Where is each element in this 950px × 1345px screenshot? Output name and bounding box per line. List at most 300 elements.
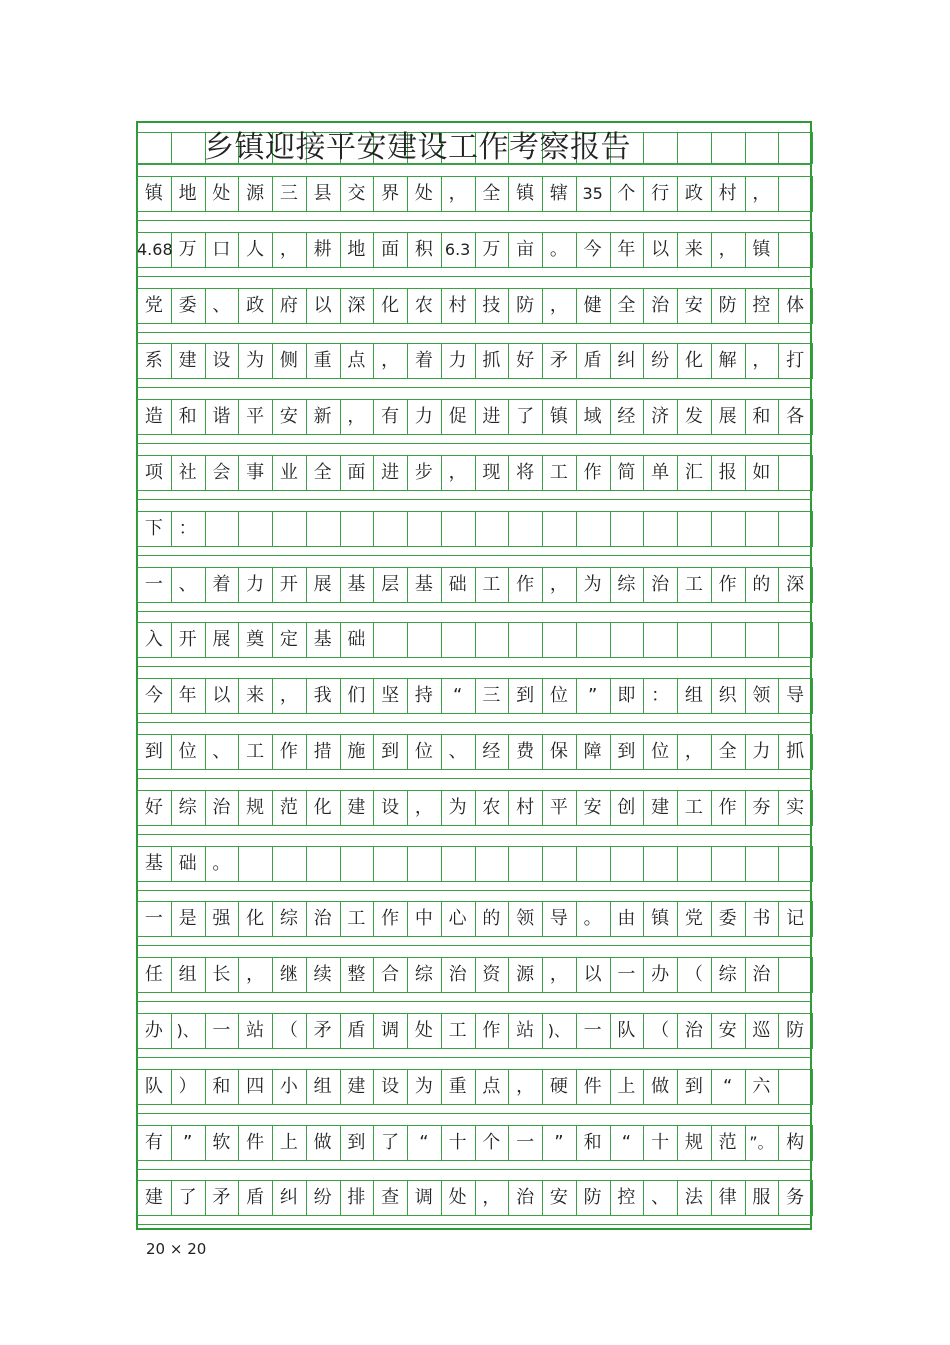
grid-char: 单 [651,462,670,483]
grid-char: 来 [684,238,703,260]
grid-char: 础 [347,629,366,651]
grid-char: 平 [246,406,265,428]
grid-char: 建 [651,796,670,818]
grid-cell [373,846,408,882]
grid-rule [137,1001,812,1002]
grid-char: 社 [178,462,197,483]
grid-char: 地 [178,183,197,204]
grid-char: 构 [786,1131,805,1153]
grid-char: 我 [313,685,332,707]
grid-char: 工 [684,573,703,595]
grid-size-label: 20 × 20 [146,1240,207,1258]
grid-char: 力 [414,406,433,428]
grid-char: 4.68 [137,239,173,259]
grid-char: 矛 [549,350,568,372]
grid-cell [171,132,206,164]
grid-char: ” [587,685,598,707]
grid-char: 会 [212,462,231,483]
grid-cell [711,622,746,658]
grid-cell [576,511,611,547]
grid-cell [610,846,645,882]
page-title: 乡镇迎接平安建设工作考察报告 [204,130,631,165]
grid-cell [475,511,510,547]
grid-char: 开 [279,573,298,595]
grid-char: 新 [313,406,332,428]
grid-cell [441,511,476,547]
grid-cell [576,622,611,658]
grid-char: 障 [583,741,602,762]
grid-char: 盾 [583,350,602,372]
grid-char: 点 [347,350,366,372]
grid-char: 力 [752,741,771,762]
grid-char: 综 [617,573,636,595]
grid-char: 县 [313,183,332,204]
grid-char: 资 [482,964,501,986]
grid-char: ， [718,238,737,260]
grid-char: 源 [246,183,265,204]
grid-char: 到 [381,741,400,762]
grid-char: 治 [313,908,332,930]
grid-char: 开 [178,629,197,651]
grid-char: 位 [651,741,670,762]
grid-char: 点 [482,1075,501,1097]
grid-char: 展 [313,573,332,595]
grid-cell [778,846,813,882]
grid-char: 织 [718,685,737,707]
grid-char: 各 [786,406,805,428]
grid-char: ： [178,517,197,539]
grid-char: 村 [448,294,467,316]
grid-cell [407,511,442,547]
grid-char: 造 [144,406,163,428]
grid-char: 一 [583,1020,602,1041]
grid-char: 中 [414,908,433,930]
grid-char: 万 [482,238,501,260]
grid-char: 重 [313,350,332,372]
grid-char: 了 [381,1131,400,1153]
grid-char: “ [722,1075,733,1097]
grid-char: 府 [279,294,298,316]
grid-char: 小 [279,1075,298,1097]
grid-char: 基 [347,573,366,595]
grid-cell [272,511,307,547]
grid-char: 有 [381,406,400,428]
grid-char: 农 [414,294,433,316]
grid-char: 平 [549,796,568,818]
grid-char: 交 [347,183,366,204]
grid-char: 基 [313,629,332,651]
grid-char: 体 [786,294,805,316]
grid-char: 侧 [279,350,298,372]
grid-char: 六 [752,1075,771,1097]
grid-cell [542,622,577,658]
grid-char: 规 [246,796,265,818]
grid-char: “ [452,685,463,707]
grid-char: 打 [786,350,805,372]
grid-char: 范 [718,1131,737,1153]
grid-char: 健 [583,294,602,316]
grid-char: 任 [144,964,163,986]
grid-char: 作 [482,1020,501,1041]
grid-char: 纠 [617,350,636,372]
grid-char: 步 [414,462,433,483]
grid-char: ， [448,462,467,483]
grid-char: 镇 [651,908,670,930]
grid-char: 定 [279,629,298,651]
grid-char: 、 [178,573,197,595]
grid-char: 十 [651,1131,670,1153]
grid-cell [407,846,442,882]
grid-char: 防 [786,1020,805,1041]
grid-char: 以 [313,294,332,316]
grid-char: 处 [414,1020,433,1041]
grid-cell [576,846,611,882]
grid-char: 措 [313,741,332,762]
grid-char: （ [651,1020,670,1041]
grid-char: 地 [347,238,366,260]
grid-char: ， [448,183,467,204]
grid-char: 安 [279,406,298,428]
grid-char: 化 [313,796,332,818]
grid-char: 35 [582,184,603,203]
grid-char: 全 [617,294,636,316]
grid-char: 年 [178,685,197,707]
grid-char: 为 [448,796,467,818]
grid-cell [778,132,813,164]
grid-char: ， [381,350,400,372]
grid-char: 业 [279,462,298,483]
grid-char: 了 [178,1187,197,1209]
grid-cell [340,511,375,547]
grid-char: 办 [144,1020,163,1041]
grid-char: 法 [684,1187,703,1209]
grid-char: ， [516,1075,535,1097]
grid-char: 的 [482,908,501,930]
grid-char: 经 [617,406,636,428]
grid-char: 工 [448,1020,467,1041]
grid-char: 将 [516,462,535,483]
grid-char: 三 [279,183,298,204]
grid-char: 处 [414,183,433,204]
grid-char: 一 [144,573,163,595]
grid-char: 有 [144,1131,163,1153]
grid-char: 如 [752,462,771,483]
grid-char: 镇 [752,238,771,260]
grid-rule [137,778,812,779]
grid-char: 安 [549,1187,568,1209]
grid-char: 防 [583,1187,602,1209]
grid-char: 软 [212,1131,231,1153]
grid-char: 全 [718,741,737,762]
grid-cell [610,511,645,547]
grid-char: ， [752,183,771,204]
grid-char: 口 [212,238,231,260]
grid-char: 力 [448,350,467,372]
grid-char: 矛 [212,1187,231,1209]
grid-char: 导 [786,685,805,707]
grid-char: 治 [651,573,670,595]
grid-char: 治 [212,796,231,818]
grid-rule [137,1057,812,1058]
grid-rule [137,890,812,891]
grid-char: 控 [752,294,771,316]
grid-char: 纷 [313,1187,332,1209]
grid-rule [137,722,812,723]
grid-char: 以 [651,238,670,260]
grid-cell [643,511,678,547]
grid-char: 做 [313,1131,332,1153]
grid-char: 入 [144,629,163,651]
grid-char: 抓 [482,350,501,372]
grid-rule [137,666,812,667]
grid-cell [306,511,341,547]
grid-cell [238,846,273,882]
grid-char: 队 [617,1020,636,1041]
grid-char: 全 [313,462,332,483]
grid-char: 综 [178,796,197,818]
grid-char: 到 [347,1131,366,1153]
grid-char: 规 [684,1131,703,1153]
grid-char: 到 [516,685,535,707]
grid-char: 位 [549,685,568,707]
grid-char: 处 [448,1187,467,1209]
grid-char: 行 [651,183,670,204]
grid-char: 治 [684,1020,703,1041]
grid-char: 件 [583,1075,602,1097]
grid-char: 亩 [516,238,535,260]
grid-cell [441,622,476,658]
grid-char: 好 [144,796,163,818]
grid-char: 面 [347,462,366,483]
grid-char: 由 [617,908,636,930]
grid-char: 为 [583,573,602,595]
grid-char: 办 [651,964,670,986]
grid-char: 委 [178,294,197,316]
grid-char: 整 [347,964,366,986]
grid-char: 是 [178,908,197,930]
grid-char: 工 [347,908,366,930]
grid-rule [137,834,812,835]
grid-char: 盾 [347,1020,366,1041]
grid-cell [778,176,813,212]
grid-char: 纠 [279,1187,298,1209]
grid-char: 深 [786,573,805,595]
grid-char: 工 [684,796,703,818]
grid-char: （ [684,964,703,986]
grid-char: 进 [381,462,400,483]
grid-char: 范 [279,796,298,818]
grid-char: 工 [246,741,265,762]
grid-char: 镇 [144,183,163,204]
grid-char: 好 [516,350,535,372]
grid-cell [475,846,510,882]
grid-cell [745,846,780,882]
grid-char: 以 [212,685,231,707]
grid-char: 件 [246,1131,265,1153]
grid-char: 控 [617,1187,636,1209]
grid-char: 源 [516,964,535,986]
grid-char: 夯 [752,796,771,818]
grid-char: 位 [414,741,433,762]
grid-char: ， [279,685,298,707]
grid-char: 镇 [516,183,535,204]
grid-char: ， [347,406,366,428]
grid-char: 工 [549,462,568,483]
grid-rule [137,1113,812,1114]
grid-rule [137,220,812,221]
grid-char: 安 [718,1020,737,1041]
grid-char: 村 [516,796,535,818]
grid-char: ， [752,350,771,372]
grid-cell [643,622,678,658]
grid-char: 域 [583,406,602,428]
grid-char: 纷 [651,350,670,372]
grid-char: 一 [144,908,163,930]
grid-char: 一 [212,1020,231,1041]
grid-char: （ [279,1020,298,1041]
grid-char: 调 [381,1020,400,1041]
grid-char: 到 [684,1075,703,1097]
grid-char: 经 [482,741,501,762]
grid-char: )、 [176,1021,199,1040]
grid-char: 持 [414,685,433,707]
grid-char: 下 [144,517,163,539]
grid-char: 作 [583,462,602,483]
grid-char: 村 [718,183,737,204]
grid-cell [643,132,678,164]
grid-char: 防 [516,294,535,316]
grid-cell [137,132,172,164]
grid-char: 巡 [752,1020,771,1041]
grid-rule [137,1169,812,1170]
grid-char: 项 [144,462,163,483]
grid-char: ， [549,573,568,595]
grid-char: 谐 [212,406,231,428]
grid-rule [137,611,812,612]
grid-char: 的 [752,573,771,595]
grid-char: 建 [347,1075,366,1097]
grid-char: 今 [583,238,602,260]
grid-char: 、 [212,741,231,762]
grid-char: 书 [752,908,771,930]
grid-char: ， [279,238,298,260]
grid-char: 来 [246,685,265,707]
grid-char: 、 [448,741,467,762]
grid-char: 化 [246,908,265,930]
grid-char: ” [182,1131,193,1153]
grid-char: 一 [516,1131,535,1153]
grid-char: 实 [786,796,805,818]
grid-char: 继 [279,964,298,986]
grid-char: 导 [549,908,568,930]
grid-char: 济 [651,406,670,428]
grid-char: 领 [752,685,771,707]
grid-cell [272,846,307,882]
grid-char: 系 [144,350,163,372]
grid-char: 事 [246,462,265,483]
grid-char: 综 [718,964,737,986]
grid-char: 农 [482,796,501,818]
grid-char: 们 [347,685,366,707]
grid-char: 作 [718,796,737,818]
grid-cell [778,957,813,993]
grid-rule [137,499,812,500]
grid-cell [677,846,712,882]
grid-rule [137,1224,812,1225]
grid-char: 到 [617,741,636,762]
grid-char: 排 [347,1187,366,1209]
grid-char: 作 [516,573,535,595]
grid-cell [643,846,678,882]
grid-char: 设 [212,350,231,372]
grid-char: 全 [482,183,501,204]
grid-char: 坚 [381,685,400,707]
grid-cell [745,622,780,658]
grid-char: 、 [212,294,231,316]
grid-char: 个 [482,1131,501,1153]
grid-char: 汇 [684,462,703,483]
grid-cell [745,132,780,164]
grid-char: 力 [246,573,265,595]
grid-cell [711,846,746,882]
grid-char: 作 [381,908,400,930]
grid-char: 。 [212,852,231,874]
grid-char: 综 [414,964,433,986]
grid-char: 做 [651,1075,670,1097]
grid-cell [778,622,813,658]
grid-char: 、 [651,1187,670,1209]
grid-char: 续 [313,964,332,986]
grid-char: 三 [482,685,501,707]
grid-char: ， [684,741,703,762]
grid-char: 以 [583,964,602,986]
grid-char: 创 [617,796,636,818]
grid-char: 一 [617,964,636,986]
grid-char: 查 [381,1187,400,1209]
grid-char: ， [414,796,433,818]
grid-char: 组 [313,1075,332,1097]
grid-char: ） [178,1075,197,1097]
grid-char: 基 [414,573,433,595]
grid-char: 解 [718,350,737,372]
grid-char: 矛 [313,1020,332,1041]
grid-char: 化 [381,294,400,316]
grid-cell [677,622,712,658]
grid-char: 发 [684,406,703,428]
grid-char: 治 [448,964,467,986]
grid-char: 安 [583,796,602,818]
grid-char: ， [549,294,568,316]
grid-char: 队 [144,1075,163,1097]
grid-char: 基 [144,852,163,874]
grid-char: ： [651,685,670,707]
grid-char: 简 [617,462,636,483]
grid-cell [778,1069,813,1105]
grid-char: 和 [212,1075,231,1097]
grid-char: 着 [212,573,231,595]
grid-cell [778,511,813,547]
grid-char: 党 [684,908,703,930]
grid-char: 面 [381,238,400,260]
grid-cell [677,511,712,547]
grid-char: 服 [752,1187,771,1209]
grid-char: 心 [448,908,467,930]
grid-char: 促 [448,406,467,428]
grid-char: 领 [516,908,535,930]
grid-char: ” [554,1131,564,1153]
grid-char: 辖 [549,183,568,204]
grid-cell [205,511,240,547]
